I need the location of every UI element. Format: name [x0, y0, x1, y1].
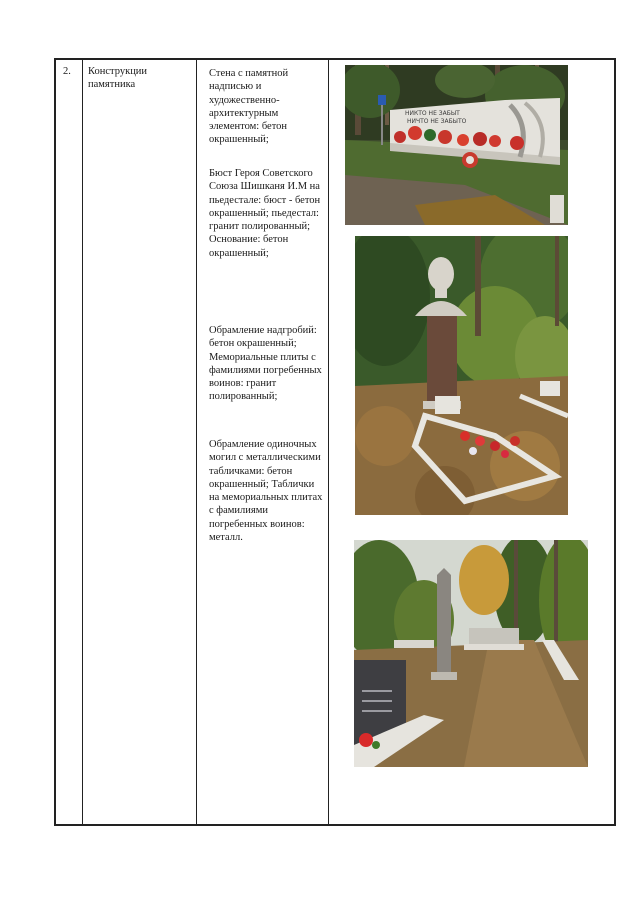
description-wall: Стена с памятной надписью и художественно-архитектурным элементом: бетон окрашенный;: [209, 68, 289, 146]
table-border-top: [54, 58, 616, 60]
svg-text:НИКТО НЕ ЗАБЫТ: НИКТО НЕ ЗАБЫТ: [405, 110, 460, 117]
cemetery-alley-photo: [354, 540, 588, 767]
description-single-graves: Обрамление одиночных могил с металлическими табличками: бетон окрашенный; Таблички на мемориальных плитах с фамилиями погребенных воинов: металл.: [209, 439, 323, 544]
table-divider-3: [328, 58, 329, 826]
table-border-right: [614, 58, 616, 826]
table-border-left: [54, 58, 56, 826]
memorial-wall-photo: [345, 65, 568, 225]
table-divider-2: [196, 58, 197, 826]
table-border-bottom: [54, 824, 616, 826]
description-graves: Обрамление надгробий: бетон окрашенный; Мемориальные плиты с фамилиями погребенных воинов: гранит полированный;: [209, 325, 322, 403]
table-divider-1: [82, 58, 83, 826]
hero-bust-photo: [355, 236, 568, 515]
row-title: Конструкции памятника: [88, 66, 148, 91]
row-number: 2.: [63, 66, 71, 77]
description-bust: Бюст Героя Советского Союза Шишканя И.М на пьедестале: бюст - бетон окрашенный; пьедестал: гранит полированный; Основание: бетон окрашенный;: [209, 168, 321, 259]
svg-text:НИЧТО НЕ ЗАБЫТО: НИЧТО НЕ ЗАБЫТО: [407, 118, 467, 125]
